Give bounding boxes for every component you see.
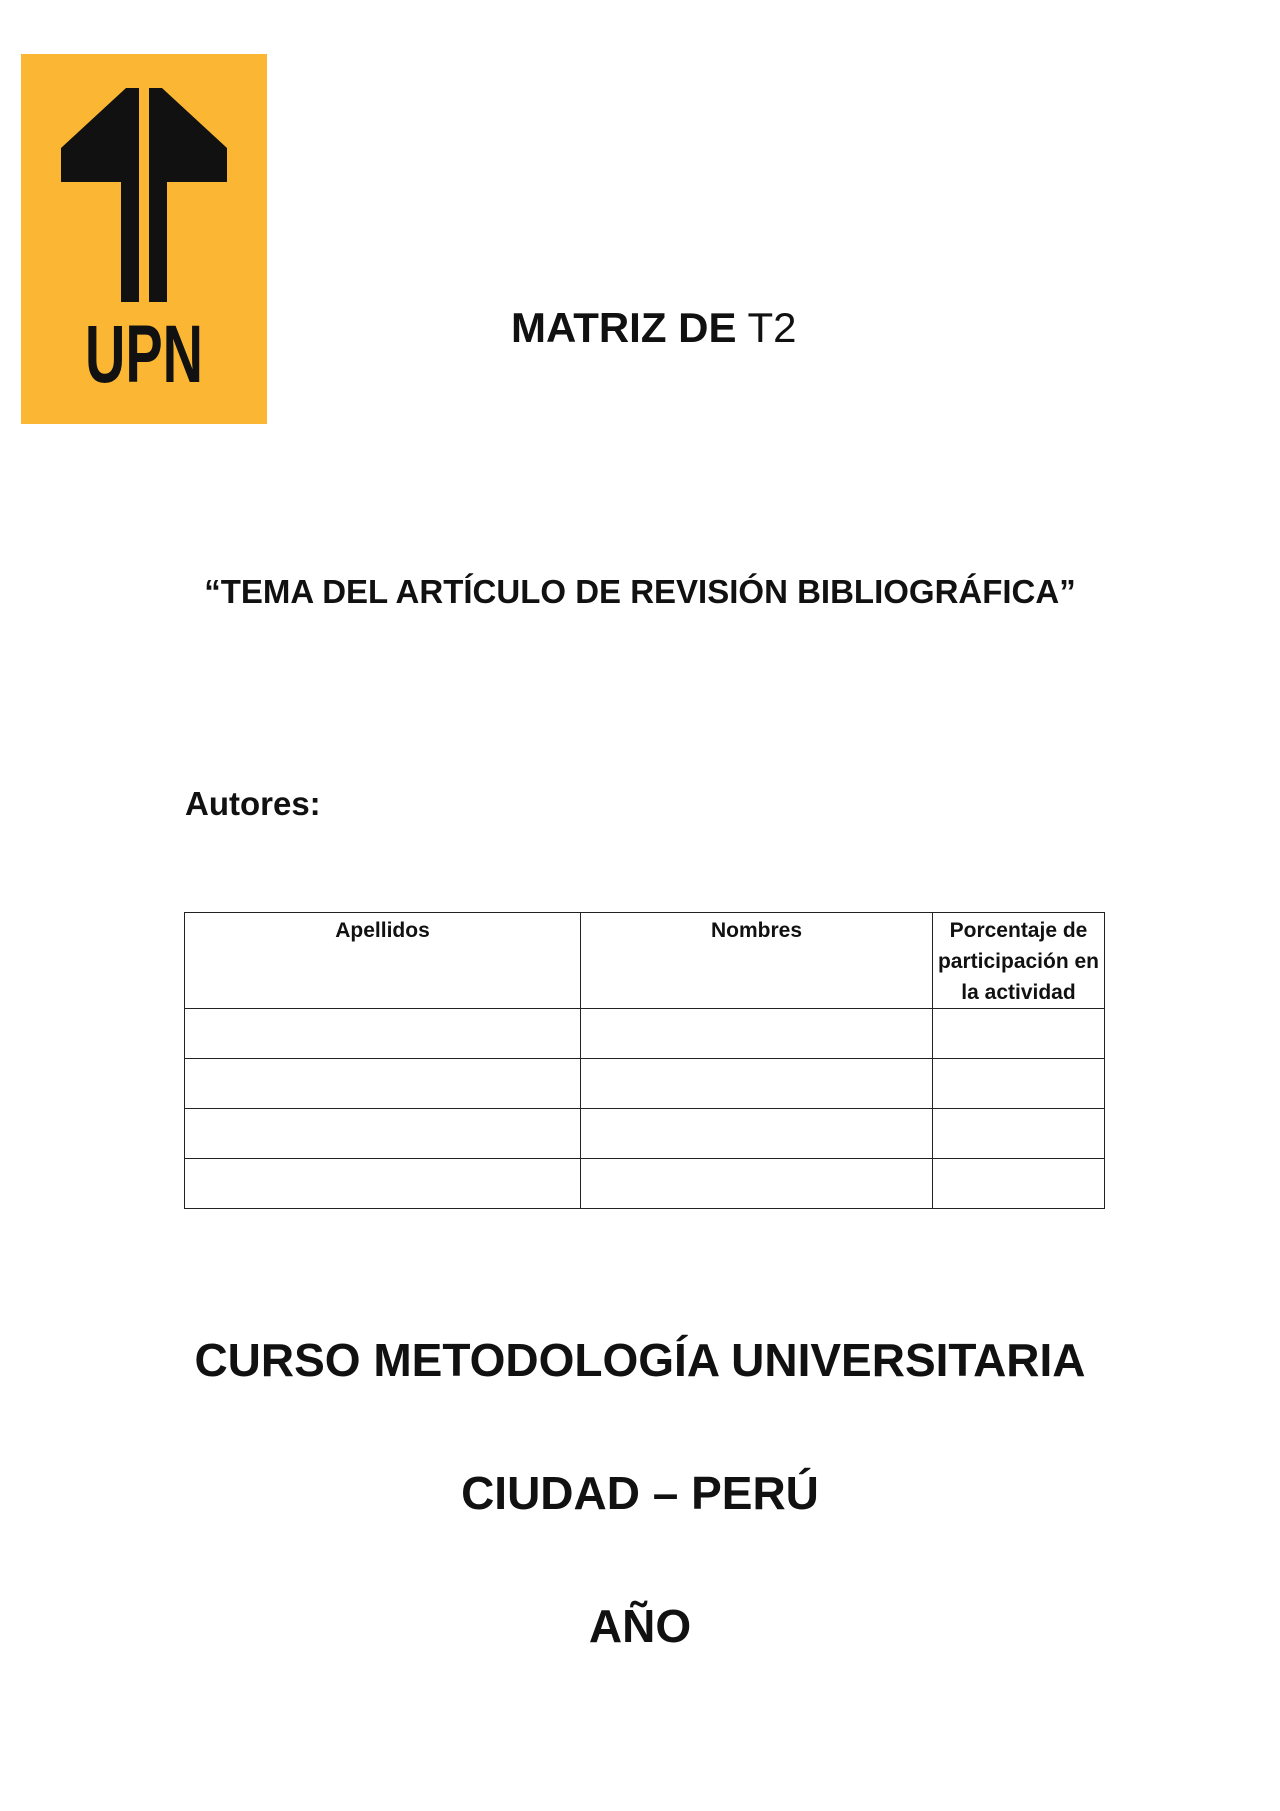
authors-label: Autores: [185, 785, 321, 822]
table-row [185, 1009, 1105, 1059]
table-row [185, 1159, 1105, 1209]
header-nombres: Nombres [581, 913, 933, 1009]
table-row [185, 1109, 1105, 1159]
title-bold: MATRIZ DE [511, 304, 737, 351]
city-country: CIUDAD – PERÚ [461, 1467, 819, 1519]
cell-nombres[interactable] [581, 1059, 933, 1109]
cell-apellidos[interactable] [185, 1059, 581, 1109]
year: AÑO [588, 1600, 692, 1652]
table-header-row [185, 913, 1105, 1009]
cell-porcentaje[interactable] [933, 1009, 1105, 1059]
header-apellidos: Apellidos [185, 913, 581, 1009]
cell-porcentaje[interactable] [933, 1159, 1105, 1209]
title-regular: T2 [747, 304, 797, 351]
header-porcentaje: Porcentaje de participación en la actividad [933, 913, 1105, 1009]
cell-apellidos[interactable] [185, 1109, 581, 1159]
cell-nombres[interactable] [581, 1009, 933, 1059]
upn-logo [21, 54, 267, 424]
cell-porcentaje[interactable] [933, 1059, 1105, 1109]
cell-nombres[interactable] [581, 1159, 933, 1209]
logo-text: UPN [85, 309, 203, 400]
cell-apellidos[interactable] [185, 1009, 581, 1059]
article-topic: “TEMA DEL ARTÍCULO DE REVISIÓN BIBLIOGRÁFICA” [204, 573, 1076, 610]
upward-arrow-icon [21, 54, 267, 424]
page-title [511, 298, 796, 358]
course-name: CURSO METODOLOGÍA UNIVERSITARIA [194, 1334, 1086, 1386]
table-row [185, 1059, 1105, 1109]
cell-apellidos[interactable] [185, 1159, 581, 1209]
cell-nombres[interactable] [581, 1109, 933, 1159]
cell-porcentaje[interactable] [933, 1109, 1105, 1159]
authors-table [184, 912, 1105, 1209]
